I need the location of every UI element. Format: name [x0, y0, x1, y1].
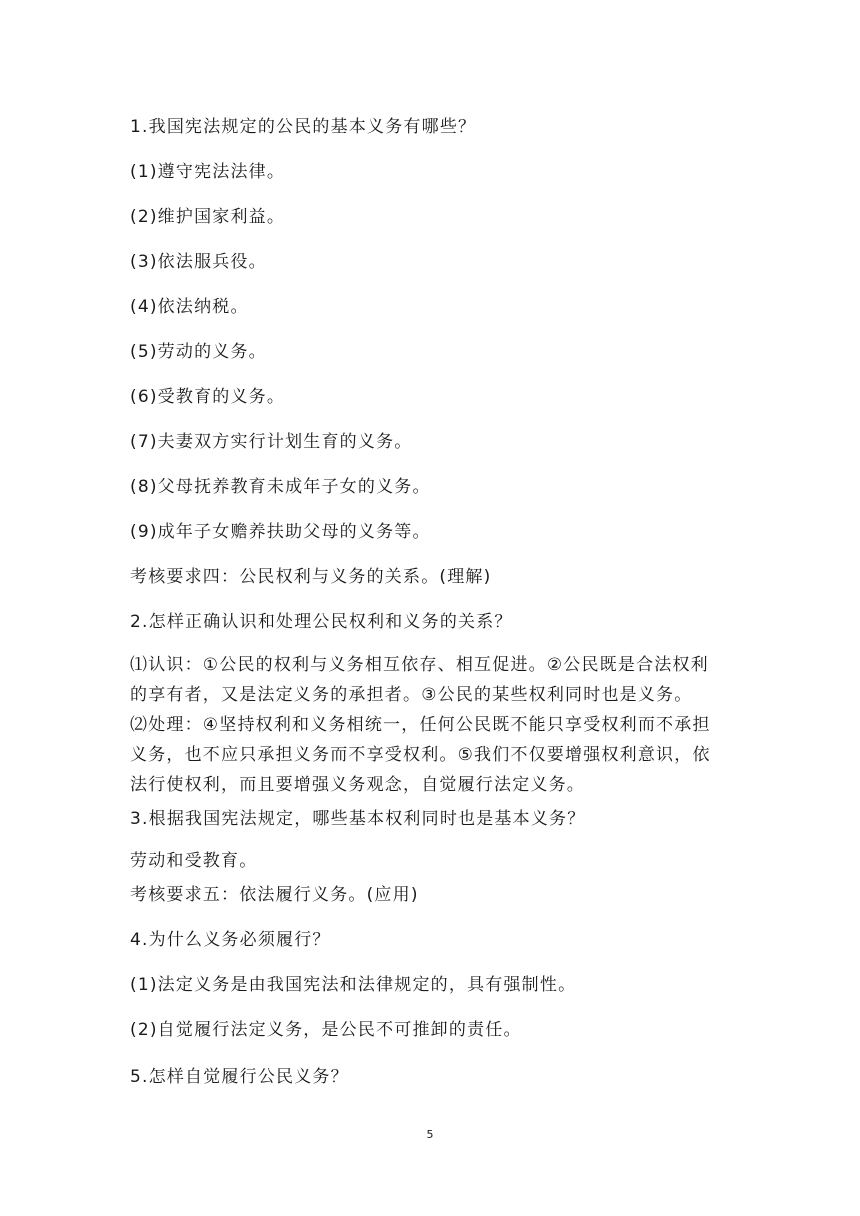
answer-1-item-3: (3)依法服兵役。 [130, 252, 267, 272]
answer-4-item-1: (1)法定义务是由我国宪法和法律规定的，具有强制性。 [130, 975, 577, 995]
answer-1-item-6: (6)受教育的义务。 [130, 387, 286, 407]
answer-1-item-5: (5)劳动的义务。 [130, 342, 267, 362]
answer-2-line-5: 法行使权利，而且要增强义务观念，自觉履行法定义务。 [130, 775, 585, 795]
answer-1-item-2: (2)维护国家利益。 [130, 207, 286, 227]
answer-4-item-2: (2)自觉履行法定义务，是公民不可推卸的责任。 [130, 1020, 522, 1040]
answer-1-item-8: (8)父母抚养教育未成年子女的义务。 [130, 477, 431, 497]
question-4: 4.为什么义务必须履行？ [130, 930, 331, 950]
answer-2-line-3: ⑵处理：④坚持权利和义务相统一，任何公民既不能只享受权利而不承担 [130, 715, 711, 735]
answer-1-item-9: (9)成年子女赡养扶助父母的义务等。 [130, 522, 431, 542]
page-number: 5 [426, 1128, 434, 1141]
requirement-4-heading: 考核要求四：公民权利与义务的关系。(理解) [130, 567, 492, 587]
answer-2-line-1: ⑴认识：①公民的权利与义务相互依存、相互促进。②公民既是合法权利 [130, 655, 709, 675]
answer-2-line-2: 的享有者，又是法定义务的承担者。③公民的某些权利同时也是义务。 [130, 685, 693, 705]
answer-3: 劳动和受教育。 [130, 851, 258, 871]
answer-1-item-7: (7)夫妻双方实行计划生育的义务。 [130, 432, 413, 452]
answer-1-item-1: (1)遵守宪法法律。 [130, 162, 286, 182]
question-5: 5.怎样自觉履行公民义务？ [130, 1067, 349, 1087]
answer-2-line-4: 义务，也不应只承担义务而不享受权利。⑤我们不仅要增强权利意识，依 [130, 745, 711, 765]
answer-1-item-4: (4)依法纳税。 [130, 297, 249, 317]
question-3: 3.根据我国宪法规定，哪些基本权利同时也是基本义务？ [130, 809, 586, 829]
requirement-5-heading: 考核要求五：依法履行义务。(应用) [130, 885, 419, 905]
question-1: 1.我国宪法规定的公民的基本义务有哪些？ [130, 117, 477, 137]
question-2: 2.怎样正确认识和处理公民权利和义务的关系？ [130, 612, 513, 632]
